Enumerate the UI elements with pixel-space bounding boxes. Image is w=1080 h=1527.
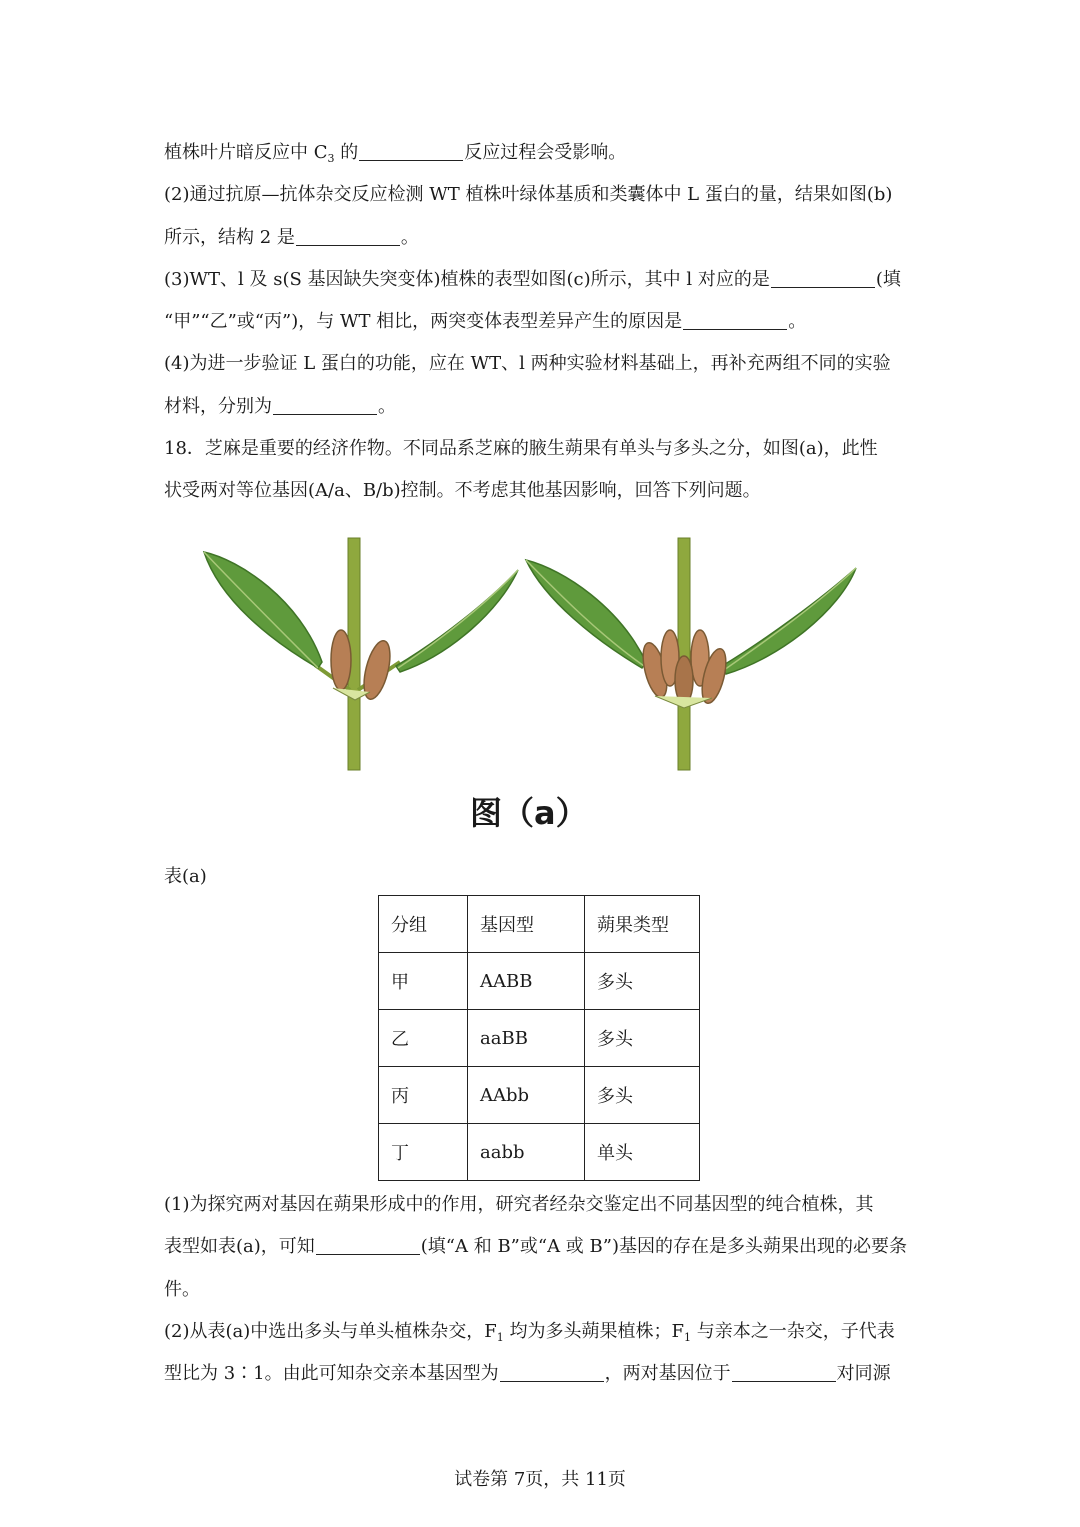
answer-blank[interactable]	[500, 1363, 604, 1382]
genotype-table	[378, 895, 700, 1181]
multi-capsule-plant	[526, 538, 856, 770]
question-18-1-line-3: 件。	[164, 1279, 200, 1300]
answer-blank[interactable]	[683, 311, 787, 330]
question-18-line-1: 18．芝麻是重要的经济作物。不同品系芝麻的腋生蒴果有单头与多头之分，如图(a)，此性	[164, 438, 878, 459]
table-cell: 甲	[379, 953, 468, 1010]
text-line-2: (2)通过抗原—抗体杂交反应检测 WT 植株叶绿体基质和类囊体中 L 蛋白的量，结果如图(b)	[164, 184, 893, 205]
table-cell: 多头	[585, 1067, 700, 1124]
table-cell: 丁	[379, 1124, 468, 1181]
question-18-line-2: 状受两对等位基因(A/a、B/b)控制。不考虑其他基因影响，回答下列问题。	[164, 480, 761, 501]
table-row	[379, 1067, 700, 1124]
answer-blank[interactable]	[296, 227, 400, 246]
table-row	[379, 1010, 700, 1067]
answer-blank[interactable]	[273, 396, 377, 415]
table-row	[379, 953, 700, 1010]
text-line-7: 材料，分别为 。	[164, 396, 396, 417]
question-18-2-line-1: (2)从表(a)中选出多头与单头植株杂交，$F_1$ 均为多头蒴果植株；$F_1$ 与亲本之一杂交，子代表	[164, 1321, 895, 1344]
text-line-6: (4)为进一步验证 L 蛋白的功能，应在 WT、l 两种实验材料基础上，再补充两组不同的实验	[164, 353, 891, 374]
table-cell: AAbb	[468, 1067, 585, 1124]
question-18-2-line-2: 型比为 3∶1。由此可知杂交亲本基因型为 ，两对基因位于 对同源	[164, 1363, 891, 1384]
table-cell: aabb	[468, 1124, 585, 1181]
header-cell: 蒴果类型	[585, 896, 700, 953]
figure-caption: 图（a）	[470, 794, 588, 832]
sesame-capsule-figure	[200, 530, 860, 830]
table-row	[379, 1124, 700, 1181]
question-18-1-line-2: 表型如表(a)，可知 (填“A 和 B”或“A 或 B”)基因的存在是多头蒴果出现的必要条	[164, 1236, 907, 1257]
table-label: 表(a)	[164, 866, 207, 887]
text-line-3: 所示，结构 2 是 。	[164, 227, 419, 248]
table-cell: 多头	[585, 1010, 700, 1067]
table-cell: AABB	[468, 953, 585, 1010]
table-cell: aaBB	[468, 1010, 585, 1067]
table-cell: 多头	[585, 953, 700, 1010]
answer-blank[interactable]	[771, 269, 875, 288]
text-line-4: (3)WT、l 及 s(S 基因缺失突变体)植株的表型如图(c)所示，其中 l 对应的是 (填	[164, 269, 901, 290]
header-cell: 分组	[379, 896, 468, 953]
table-cell: 单头	[585, 1124, 700, 1181]
table-cell: 乙	[379, 1010, 468, 1067]
page-footer: 试卷第 7页，共 11页	[454, 1469, 626, 1490]
text-line-1: 植株叶片暗反应中 $C_3$ 的 反应过程会受影响。	[164, 142, 627, 165]
answer-blank[interactable]	[732, 1363, 836, 1382]
table-cell: 丙	[379, 1067, 468, 1124]
answer-blank[interactable]	[316, 1236, 420, 1255]
text-line-5: “甲”“乙”或“丙”)，与 WT 相比，两突变体表型差异产生的原因是 。	[164, 311, 807, 332]
header-cell: 基因型	[468, 896, 585, 953]
table-header-row	[379, 896, 700, 953]
single-capsule-plant	[204, 538, 518, 770]
answer-blank[interactable]	[359, 142, 463, 161]
question-18-1-line-1: (1)为探究两对基因在蒴果形成中的作用，研究者经杂交鉴定出不同基因型的纯合植株，其	[164, 1194, 874, 1215]
